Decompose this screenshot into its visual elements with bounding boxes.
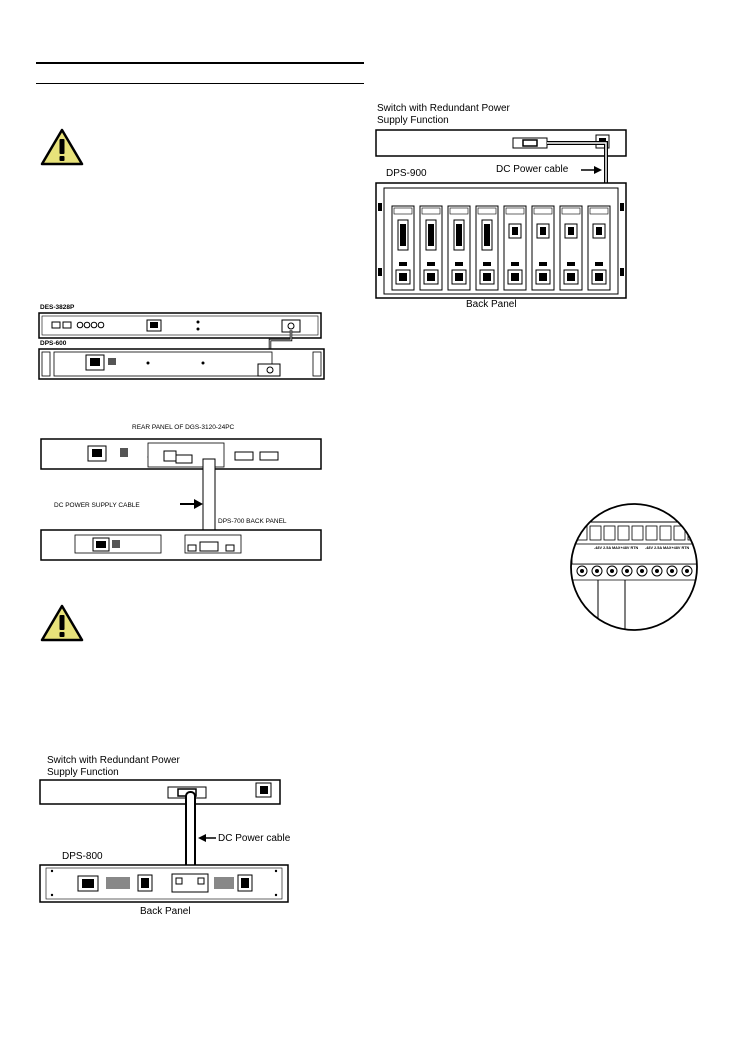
dps800-panel-caption: Back Panel [140, 906, 191, 917]
header-rule-top [36, 62, 364, 64]
dps800-drawing [38, 778, 300, 904]
dps800-unit-label: DPS-800 [62, 851, 103, 862]
dps900-module-slot [420, 206, 442, 290]
des-switch-label: DES-3828P [40, 304, 75, 311]
dps900-module-slot [448, 206, 470, 290]
dps900-cable-label: DC Power cable [496, 164, 569, 175]
warning-triangle-icon [40, 604, 84, 642]
dps900-title-line2: Supply Function [377, 115, 449, 126]
dps800-title-line1: Switch with Redundant Power [47, 755, 180, 766]
dps900-module-slot [560, 206, 582, 290]
dps900-panel-caption: Back Panel [466, 299, 517, 310]
dgs-drawing [40, 438, 322, 562]
des-drawing [38, 312, 324, 380]
dps900-title-line1: Switch with Redundant Power [377, 103, 510, 114]
dgs-unit-label: DPS-700 BACK PANEL [218, 518, 287, 525]
dps900-drawing [374, 128, 628, 300]
dps900-module-slot [392, 206, 414, 290]
dps800-cable-label: DC Power cable [218, 833, 291, 844]
warning-triangle-icon [40, 128, 84, 166]
dps900-module-slot [532, 206, 554, 290]
terminal-label-right: -48V 2.5A MAX+48V RTN [645, 546, 690, 550]
dps800-title-line2: Supply Function [47, 767, 119, 778]
dgs-title: REAR PANEL OF DGS-3120-24PC [132, 424, 235, 431]
dgs-cable-label: DC POWER SUPPLY CABLE [54, 502, 140, 509]
dps900-module-slot [476, 206, 498, 290]
des-unit-label: DPS-600 [40, 340, 67, 347]
dps900-unit-label: DPS-900 [386, 168, 427, 179]
header-rule-bottom [36, 83, 364, 84]
dps900-module-slot [588, 206, 610, 290]
terminal-drawing [568, 500, 702, 634]
dps900-module-slot [504, 206, 526, 290]
terminal-label-left: -48V 2.5A MAX+48V RTN [594, 546, 639, 550]
